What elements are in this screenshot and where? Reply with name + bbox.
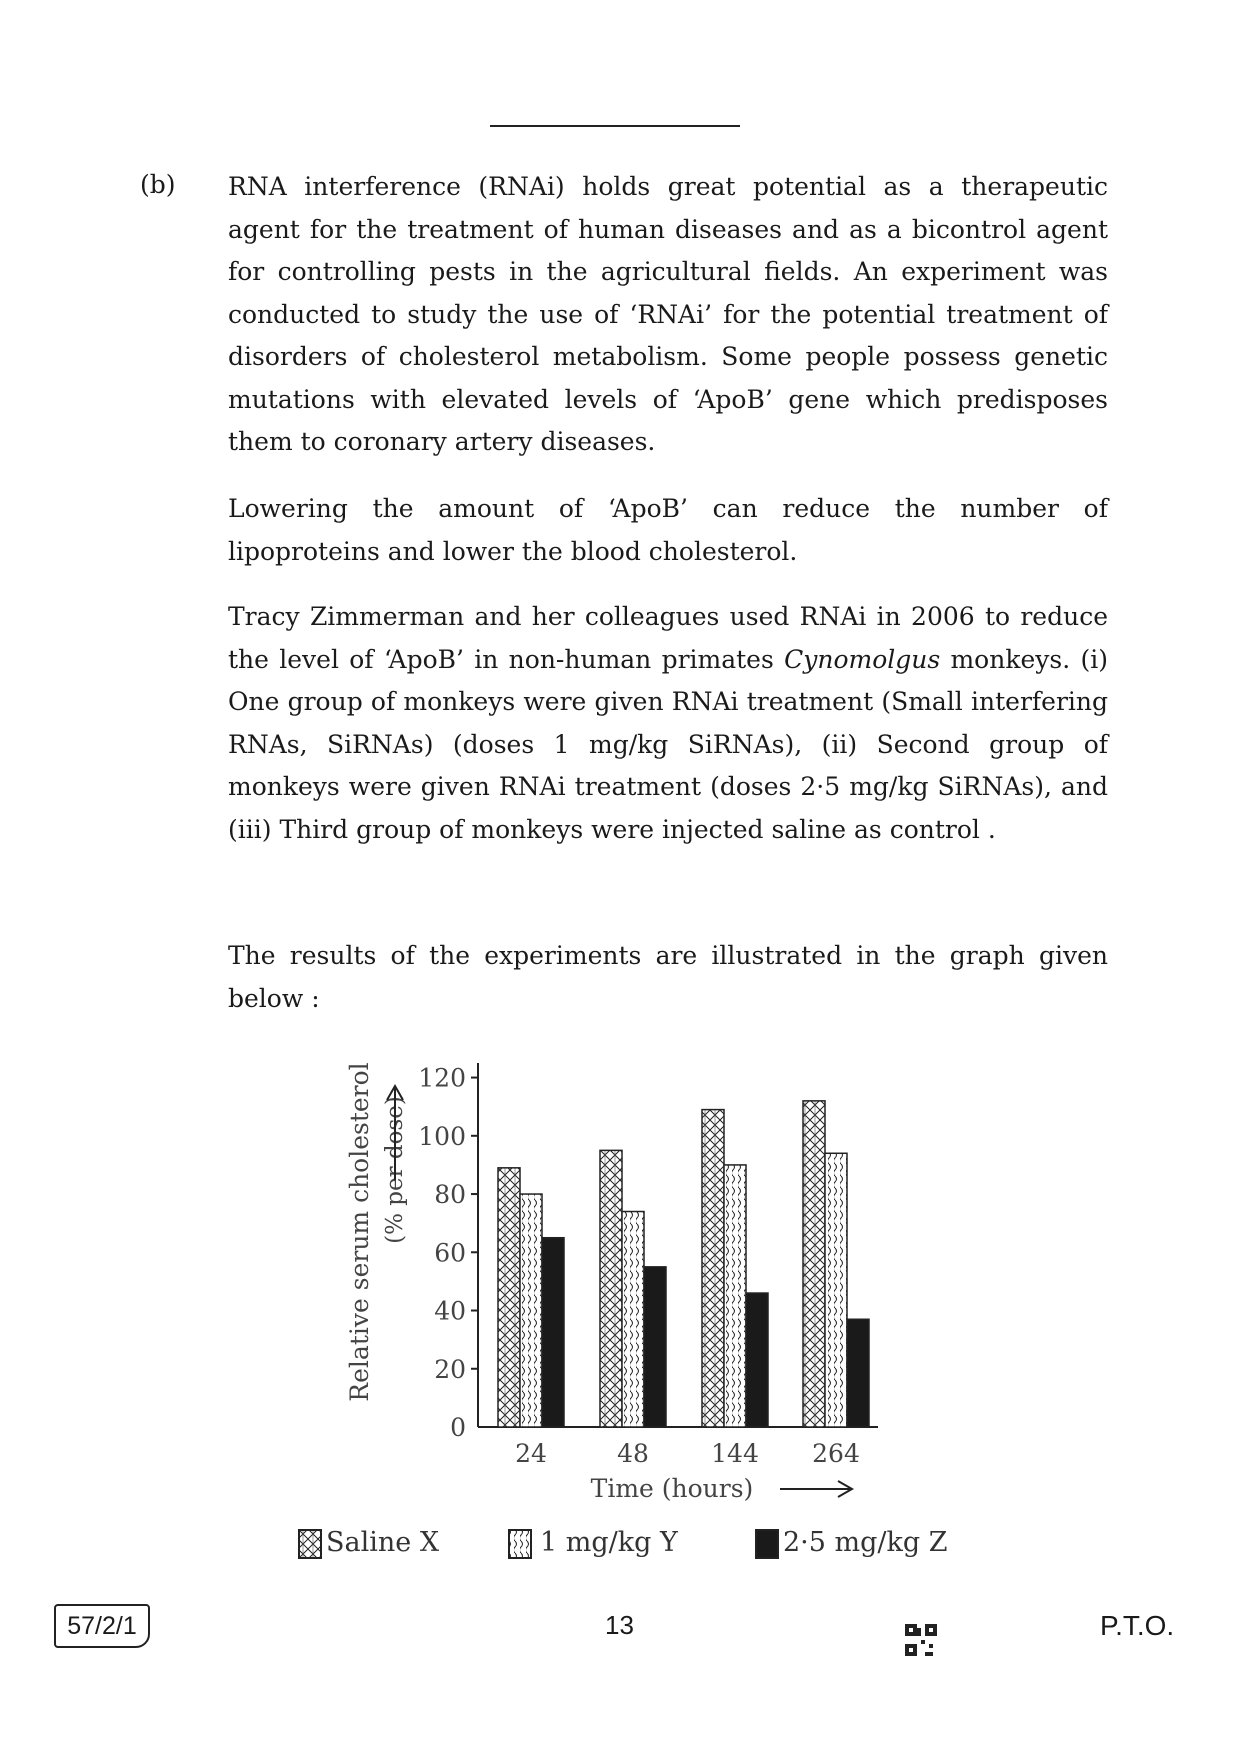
page-number: 13 (605, 1610, 634, 1640)
legend-swatch-crosshatch (298, 1529, 322, 1559)
legend-item-1mgkg (508, 1527, 678, 1559)
legend-item-2-5mgkg (755, 1527, 948, 1559)
x-tick-label: 264 (812, 1439, 860, 1468)
paragraph-text: The results of the experiments are illustrated in the graph given below : (228, 941, 1108, 1013)
y-axis-label: Relative serum cholesterol (345, 1062, 374, 1402)
bar-crosshatch-48 (600, 1150, 622, 1427)
text-run: monkeys. (i) One group of monkeys were given RNAi treatment (Small interfering RNAs, SiRNAs) (doses 1 mg/kg SiRNAs), (ii) Second group of monkeys were given RNAi treatment (doses 2·5 mg/kg SiRNAs), and (iii) Third group of monkeys were injected saline as control . (228, 644, 1108, 844)
bar-solid-264 (847, 1319, 869, 1427)
legend-swatch-wavy (508, 1529, 532, 1559)
paragraph-text: Lowering the amount of ‘ApoB’ can reduce the number of lipoproteins and lower the blood cholesterol. (228, 494, 1108, 566)
y-tick-label: 100 (418, 1121, 466, 1151)
bar-wavy-24 (520, 1194, 542, 1427)
legend-label: 2·5 mg/kg Z (783, 1527, 948, 1558)
paragraph-text: RNA interference (RNAi) holds great potential as a therapeutic agent for the treatment of human diseases and as a bicontrol agent for controlling pests in the agricultural fields. An experiment was conducted to study the use of ‘RNAi’ for the potential treatment of disorders of cholesterol metabolism. Some people possess genetic mutations with elevated levels of ‘ApoB’ gene which predisposes them to coronary artery diseases. (228, 172, 1108, 456)
species-name: Cynomolgus (784, 644, 941, 674)
bar-crosshatch-24 (498, 1168, 520, 1427)
top-rule (490, 125, 740, 127)
paragraph-experiment (228, 596, 1108, 851)
paragraph-results (228, 935, 1108, 1020)
legend-label: 1 mg/kg Y (540, 1527, 678, 1558)
bar-wavy-264 (825, 1153, 847, 1427)
x-tick-label: 48 (617, 1439, 649, 1468)
y-tick-label: 60 (434, 1238, 466, 1268)
x-axis-label: Time (hours) (590, 1474, 754, 1503)
y-tick-label: 0 (450, 1413, 466, 1442)
bar-solid-48 (644, 1267, 666, 1427)
paper-code: 57/2/1 (54, 1604, 150, 1648)
text-run: Tracy Zimmerman and her colleagues used RNAi in 2006 to reduce the level of ‘ApoB’ in non-human primates (228, 602, 1108, 674)
bar-wavy-48 (622, 1212, 644, 1427)
paragraph-apob (228, 488, 1108, 573)
y-tick-label: 20 (434, 1354, 466, 1384)
bar-crosshatch-144 (702, 1110, 724, 1427)
bar-crosshatch-264 (803, 1101, 825, 1427)
y-tick-label: 120 (418, 1063, 466, 1093)
x-axis-arrow-head (838, 1481, 852, 1497)
y-axis-sublabel: (% per dose) (382, 1096, 408, 1244)
y-tick-label: 80 (434, 1180, 466, 1210)
x-tick-label: 24 (515, 1439, 547, 1468)
question-label: (b) (140, 170, 176, 199)
legend-item-saline (298, 1527, 439, 1559)
legend-label: Saline X (326, 1527, 440, 1558)
bar-solid-24 (542, 1238, 564, 1427)
y-axis-arrow-head (387, 1086, 403, 1100)
bar-solid-144 (746, 1293, 768, 1427)
legend-swatch-solid (755, 1529, 779, 1559)
x-tick-label: 144 (711, 1439, 759, 1468)
paragraph-rnai-intro (228, 166, 1108, 464)
please-turn-over: P.T.O. (1100, 1610, 1175, 1641)
bar-wavy-144 (724, 1165, 746, 1427)
y-tick-label: 40 (434, 1296, 466, 1326)
paragraph-text (228, 596, 1108, 851)
qr-code-icon (905, 1624, 937, 1656)
